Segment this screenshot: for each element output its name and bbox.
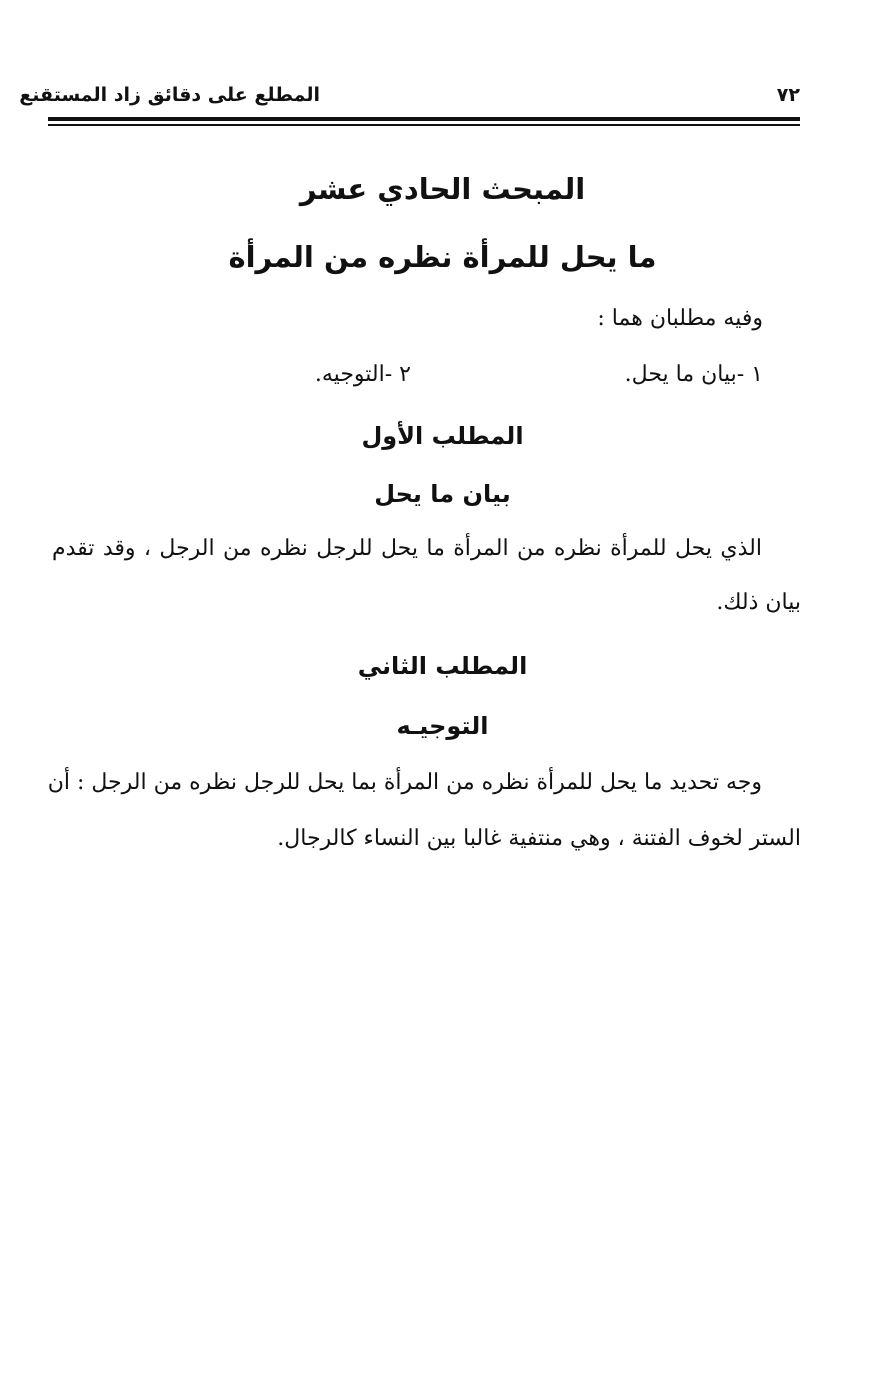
matlab-2-text-line-2: الستر لخوف الفتنة ، وهي منتفية غالبا بين النساء كالرجال.	[277, 826, 801, 851]
header-rule-thick	[48, 117, 800, 121]
matlab-2-text-line-1: وجه تحديد ما يحل للمرأة نظره من المرأة بما يحل للرجل نظره من الرجل : أن	[47, 770, 762, 795]
section-item-1: ١ -بيان ما يحل.	[624, 362, 763, 387]
matlab-1-label: المطلب الأول	[361, 422, 524, 450]
matlab-1-title: بيان ما يحل	[374, 480, 511, 508]
section-subtitle: ما يحل للمرأة نظره من المرأة	[228, 240, 657, 274]
header-book-title: المطلع على دقائق زاد المستقنع	[19, 84, 320, 106]
section-item-2: ٢ -التوجيه.	[314, 362, 411, 387]
matlab-1-text-line-1: الذي يحل للمرأة نظره من المرأة ما يحل للرجل نظره من الرجل ، وقد تقدم	[52, 536, 762, 561]
section-intro: وفيه مطلبان هما :	[597, 306, 763, 331]
matlab-1-text-line-2: بيان ذلك.	[716, 590, 801, 615]
matlab-2-title: التوجيـه	[396, 712, 489, 740]
header-page-number: ٧٢	[776, 84, 800, 106]
matlab-2-label: المطلب الثاني	[357, 652, 528, 680]
section-title: المبحث الحادي عشر	[299, 172, 586, 206]
header-rule-thin	[48, 124, 800, 126]
running-header	[19, 78, 800, 114]
